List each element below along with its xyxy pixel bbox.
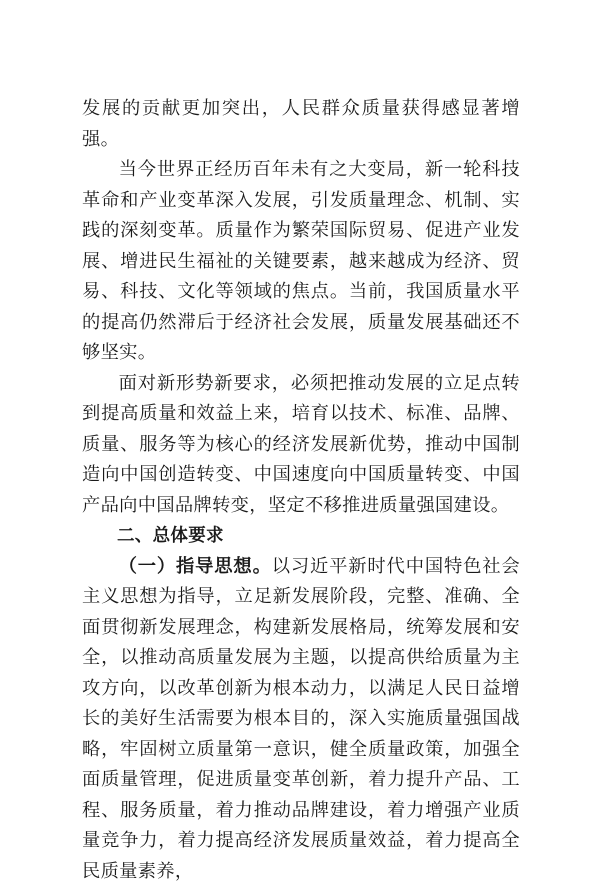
subsection-label: （一）指导思想。 <box>119 556 272 577</box>
paragraph-continuation: 发展的贡献更加突出，人民群众质量获得感显著增强。 <box>82 94 520 155</box>
section-heading: 二、总体要求 <box>82 521 520 552</box>
paragraph-new-requirements: 面对新形势新要求，必须把推动发展的立足点转到提高质量和效益上来，培育以技术、标准、品牌、质量、服务等为核心的经济发展新优势，推动中国制造向中国创造转变、中国速度向中国质量转变、中国产品向中国品牌转变，坚定不移推进质量强国建设。 <box>82 369 520 522</box>
document-body <box>82 94 520 887</box>
paragraph-guiding-thought <box>82 552 520 887</box>
paragraph-world-situation: 当今世界正经历百年未有之大变局，新一轮科技革命和产业变革深入发展，引发质量理念、机制、实践的深刻变革。质量作为繁荣国际贸易、促进产业发展、增进民生福祉的关键要素，越来越成为经济、贸易、科技、文化等领域的焦点。当前，我国质量水平的提高仍然滞后于经济社会发展，质量发展基础还不够坚实。 <box>82 155 520 369</box>
guiding-thought-text: 以习近平新时代中国特色社会主义思想为指导，立足新发展阶段，完整、准确、全面贯彻新发展理念，构建新发展格局，统筹发展和安全，以推动高质量发展为主题，以提高供给质量为主攻方向，以改革创新为根本动力，以满足人民日益增长的美好生活需要为根本目的，深入实施质量强国战略，牢固树立质量第一意识，健全质量政策，加强全面质量管理，促进质量变革创新，着力提升产品、工程、服务质量，着力推动品牌建设，着力增强产业质量竞争力，着力提高经济发展质量效益，着力提高全民质量素养， <box>82 556 520 882</box>
